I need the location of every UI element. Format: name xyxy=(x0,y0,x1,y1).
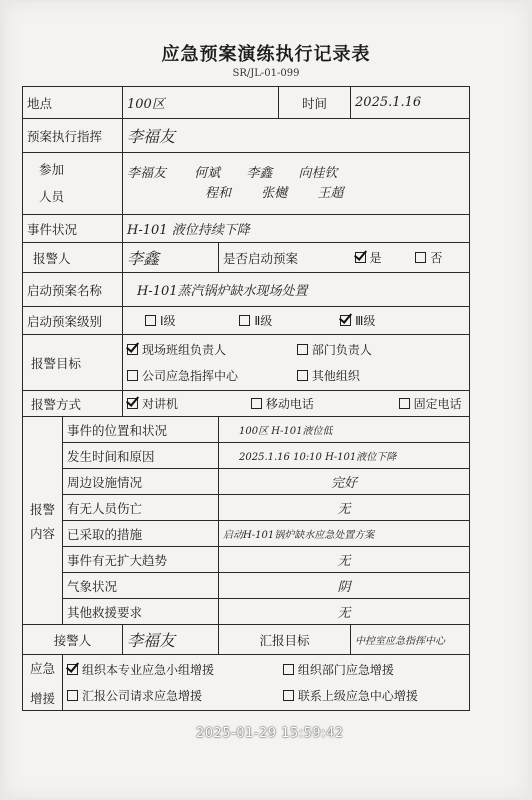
level-3-label: Ⅲ级 xyxy=(355,314,376,328)
report-item-row xyxy=(23,495,470,521)
level-2-checkbox[interactable] xyxy=(239,315,250,326)
alarm-target-row xyxy=(23,335,470,391)
event-value: H-101 液位持续下降 xyxy=(123,215,470,243)
report-item-value: 100区 H-101液位低 xyxy=(219,417,470,443)
report-item-value: 无 xyxy=(219,599,470,625)
target-dept-head-checkbox[interactable] xyxy=(297,344,308,355)
reporter-value: 李鑫 xyxy=(123,243,219,273)
report-item-row xyxy=(23,521,470,547)
report-item-row xyxy=(23,599,470,625)
receiver-label: 接警人 xyxy=(23,625,123,655)
participant-name: 王超 xyxy=(317,185,344,201)
reinforce-team-checkbox[interactable] xyxy=(67,664,78,675)
alarm-target-options xyxy=(123,335,470,391)
reinforcement-label-line2: 增援 xyxy=(29,690,55,706)
document-number: SR/JL-01-099 xyxy=(232,68,300,79)
target-company-center-label: 公司应急指挥中心 xyxy=(142,368,239,383)
plan-level-label: 启动预案级别 xyxy=(23,307,123,335)
plan-name-label: 启动预案名称 xyxy=(23,273,123,307)
reinforcement-options xyxy=(63,655,470,711)
method-mobile-label: 移动电话 xyxy=(265,397,314,411)
plan-level-row xyxy=(23,307,470,335)
level-3-checkbox[interactable] xyxy=(340,315,351,326)
method-landline-label: 固定电话 xyxy=(413,397,462,411)
reinforce-dept-checkbox[interactable] xyxy=(283,664,294,675)
event-row xyxy=(23,215,470,243)
report-item-label: 其他救援要求 xyxy=(63,599,219,625)
participants-label-line1: 参加 xyxy=(39,162,65,178)
level-2-label: Ⅱ级 xyxy=(254,314,273,328)
reinforcement-label-line1: 应急 xyxy=(29,660,55,676)
method-mobile-checkbox[interactable] xyxy=(251,398,262,409)
target-team-leader-label: 现场班组负责人 xyxy=(142,342,227,357)
reinforce-team-label: 组织本专业应急小组增援 xyxy=(82,662,215,677)
report-item-label: 事件有无扩大趋势 xyxy=(63,547,219,573)
participants-label-line2: 人员 xyxy=(39,188,65,204)
reinforcement-label xyxy=(23,655,63,711)
method-walkie-talkie-label: 对讲机 xyxy=(142,397,179,411)
target-dept-head-label: 部门负责人 xyxy=(311,342,372,357)
form-title: 应急预案演练执行记录表 xyxy=(161,44,371,65)
report-target-value: 中控室应急指挥中心 xyxy=(351,625,470,655)
report-target-label: 汇报目标 xyxy=(219,625,351,655)
alarm-method-row xyxy=(23,391,470,417)
participants-row xyxy=(23,153,470,215)
participant-name: 程和 xyxy=(205,185,232,201)
plan-name-value: H-101蒸汽锅炉缺水现场处置 xyxy=(123,273,470,307)
target-team-leader-checkbox[interactable] xyxy=(127,344,138,355)
report-item-label: 有无人员伤亡 xyxy=(63,495,219,521)
drill-record-table xyxy=(22,86,470,711)
event-label: 事件状况 xyxy=(23,215,123,243)
reinforce-company-label: 汇报公司请求应急增援 xyxy=(82,688,203,703)
report-item-label: 气象状况 xyxy=(63,573,219,599)
timestamp-watermark: 2025-01-29 15:59:42 xyxy=(196,726,344,741)
location-value: 100区 xyxy=(123,87,279,119)
report-item-row xyxy=(23,417,470,443)
reinforce-superior-label: 联系上级应急中心增援 xyxy=(297,688,418,703)
reporter-label: 报警人 xyxy=(23,243,123,273)
location-label: 地点 xyxy=(23,87,123,119)
reinforce-dept-label: 组织部门应急增援 xyxy=(297,662,394,677)
level-1-label: Ⅰ级 xyxy=(160,314,176,328)
report-item-row xyxy=(23,469,470,495)
report-item-value: 无 xyxy=(219,495,470,521)
alarm-target-label: 报警目标 xyxy=(23,335,123,391)
participant-name: 李福友 xyxy=(127,166,167,181)
time-label: 时间 xyxy=(279,87,351,119)
reinforce-superior-checkbox[interactable] xyxy=(283,690,294,701)
start-plan-no-label: 否 xyxy=(430,251,443,265)
commander-row xyxy=(23,119,470,153)
report-item-value: 完好 xyxy=(219,469,470,495)
report-content-label-line1: 报警 xyxy=(29,501,55,517)
alarm-method-options xyxy=(123,391,470,417)
alarm-method-label: 报警方式 xyxy=(23,391,123,417)
reinforcement-row xyxy=(23,655,470,711)
report-item-row xyxy=(23,547,470,573)
receiver-value: 李福友 xyxy=(123,625,219,655)
target-other-label: 其他组织 xyxy=(311,368,360,383)
report-item-value: 2025.1.16 10:10 H-101液位下降 xyxy=(219,443,470,469)
start-plan-no-checkbox[interactable] xyxy=(415,252,426,263)
report-item-label: 事件的位置和状况 xyxy=(63,417,219,443)
plan-level-options xyxy=(123,307,470,335)
reinforce-company-checkbox[interactable] xyxy=(67,690,78,701)
time-value: 2025.1.16 xyxy=(351,87,470,119)
participant-name: 何斌 xyxy=(194,166,221,181)
participant-name: 李鑫 xyxy=(246,166,273,181)
report-item-value: 启动H-101锅炉缺水应急处置方案 xyxy=(219,521,470,547)
report-item-label: 发生时间和原因 xyxy=(63,443,219,469)
participants-names xyxy=(123,153,470,215)
reporter-row xyxy=(23,243,470,273)
target-other-checkbox[interactable] xyxy=(297,370,308,381)
participants-label xyxy=(23,153,123,215)
report-item-value: 阴 xyxy=(219,573,470,599)
method-walkie-talkie-checkbox[interactable] xyxy=(127,398,138,409)
report-item-value: 无 xyxy=(219,547,470,573)
level-1-checkbox[interactable] xyxy=(145,315,156,326)
location-row xyxy=(23,87,470,119)
method-landline-checkbox[interactable] xyxy=(399,398,410,409)
start-plan-label: 是否启动预案 xyxy=(219,243,351,273)
start-plan-yes-label: 是 xyxy=(369,251,382,265)
receiver-row xyxy=(23,625,470,655)
start-plan-yes-checkbox[interactable] xyxy=(355,252,366,263)
commander-value: 李福友 xyxy=(123,119,470,153)
plan-name-row xyxy=(23,273,470,307)
report-item-row xyxy=(23,573,470,599)
report-item-row xyxy=(23,443,470,469)
report-content-label xyxy=(23,417,63,625)
target-company-center-checkbox[interactable] xyxy=(127,370,138,381)
report-content-label-line2: 内容 xyxy=(29,525,55,541)
report-item-label: 周边设施情况 xyxy=(63,469,219,495)
participant-name: 向桂钦 xyxy=(298,166,338,181)
participant-name: 张樾 xyxy=(261,185,288,201)
report-item-label: 已采取的措施 xyxy=(63,521,219,547)
start-plan-options xyxy=(351,243,470,273)
commander-label: 预案执行指挥 xyxy=(23,119,123,153)
